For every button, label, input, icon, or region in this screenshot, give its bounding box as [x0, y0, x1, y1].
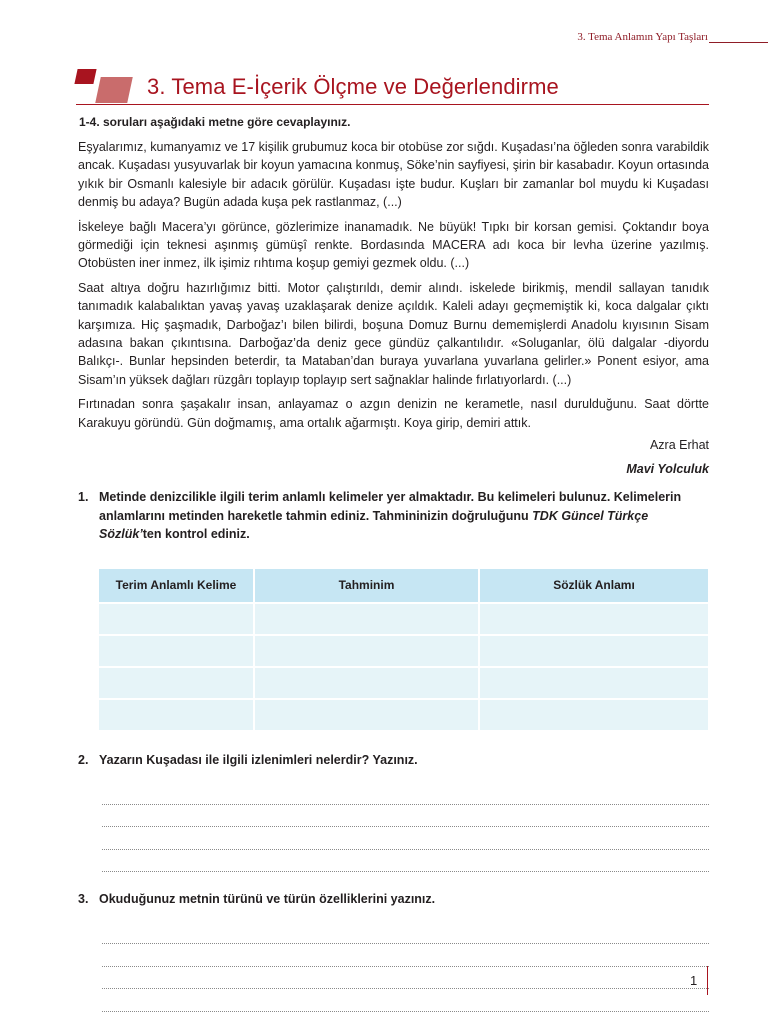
- question-text: Yazarın Kuşadası ile ilgili izlenimleri nelerdir? Yazınız.: [99, 752, 418, 767]
- vocabulary-table: [99, 569, 710, 730]
- author: Azra Erhat: [649, 438, 709, 453]
- table-cell[interactable]: [254, 603, 479, 635]
- answer-line[interactable]: [102, 782, 709, 805]
- instruction: 1-4. soruları aşağıdaki metne göre cevaplayınız.: [79, 115, 351, 129]
- title-decoration-small-square: [74, 69, 96, 84]
- running-header-rule: [709, 42, 768, 43]
- table-cell[interactable]: [254, 699, 479, 730]
- table-cell[interactable]: [99, 603, 254, 635]
- running-header: 3. Tema Anlamın Yapı Taşları: [577, 31, 708, 43]
- table-header-cell: Tahminim: [254, 569, 479, 603]
- question-2: [78, 751, 709, 770]
- title-decoration: [76, 69, 136, 104]
- table-cell[interactable]: [479, 667, 709, 699]
- question-source-title: TDK Güncel Türkçe Sözlük’: [99, 508, 649, 542]
- answer-line[interactable]: [102, 805, 709, 828]
- passage-paragraph: Fırtınadan sonra şaşakalır insan, anlayamaz o azgın denizin ne kerametle, nasıl durulduğunu. Saat dörtte Karakuyu göründü. Gün doğmamış, ama ortalık ağarmıştı. Koya girip, demiri attık.: [78, 397, 709, 430]
- question-text: Metinde denizcilikle ilgili terim anlamlı kelimeler yer almaktadır. Bu kelimeleri bulunuz. Kelimelerin anlamlarını metinden hareketle tahmin ediniz. Tahmininizin doğruluğunu: [99, 490, 682, 523]
- answer-lines-q3: [102, 922, 709, 1012]
- table-cell[interactable]: [479, 603, 709, 635]
- answer-line[interactable]: [102, 922, 709, 945]
- title-decoration-large-square: [95, 77, 133, 103]
- passage-paragraph: Eşyalarımız, kumanyamız ve 17 kişilik grubumuz koca bir otobüse zor sığdı. Kuşadası’na öğleden sonra varabildik ancak. Kuşadası yusyuvarlak bir koyun yamacına konmuş, Söke’nin sayfiyesi, şirin bir kasabadır. Koyun ortasında yıkık bir Osmanlı kalesiyle bir adacık görülür. Kuşadası işte budur. Kuşları bir zamanlar bol muydu ki Kuşadası denmiş bu adaya? Bugün adada kuşa pek rastlanmaz, (...): [78, 140, 709, 210]
- table-header-cell: Sözlük Anlamı: [479, 569, 709, 603]
- title-rule: [76, 104, 709, 105]
- page-title: 3. Tema E-İçerik Ölçme ve Değerlendirme: [147, 74, 559, 99]
- table-row: [99, 699, 709, 730]
- content: [78, 115, 709, 1012]
- answer-line[interactable]: [102, 967, 709, 990]
- table-header-row: [99, 569, 709, 603]
- table-row: [99, 667, 709, 699]
- page-number: 1: [690, 973, 698, 988]
- question-1: [78, 488, 709, 544]
- answer-lines-q2: [102, 782, 709, 872]
- table-cell[interactable]: [99, 667, 254, 699]
- question-number: 2.: [78, 752, 89, 767]
- question-3: [78, 890, 709, 909]
- question-text: Okuduğunuz metnin türünü ve türün özelliklerini yazınız.: [99, 892, 436, 907]
- table-cell[interactable]: [479, 635, 709, 667]
- passage-paragraph: İskeleye bağlı Macera’yı görünce, gözlerimize inanamadık. Ne büyük! Tıpkı bir korsan gemisi. Çoktandır boya görmediği için teknesi aşınmış gümüşî renkte. Bordasında MACERA adı koca bir levha üzerine yazılmış. Otobüsten iner inmez, ilk işimiz rıhtıma koşup gemiyi gezmek oldu. (...): [78, 219, 709, 271]
- table-cell[interactable]: [254, 667, 479, 699]
- passage-paragraph: Saat altıya doğru hazırlığımız bitti. Motor çalıştırıldı, demir alındı. iskelede birikmiş, mendil sallayan tanıdık tanımadık kalabalıktan yavaş yavaş uzaklaşarak denize açıldık. Kaleli adayı geçmemiştik ki, koca dalgalar çıktı karşımıza. Hiç şaşmadık, Darboğaz’ı bilen bilirdi, boşuna Domuz Burnu dememişlerdi Anadolu kıyısının Sisam adasına bakan çıkıntısına. Darboğaz’da deniz gece gündüz çalkantılıdır. «Soluganlar, ölü dalgalar -diyordu Balıkçı-. Bunlar hepsinden beterdir, ta Mataban’dan buraya yuvarlana yuvarlana gelirler.» Ponent esiyor, ama Sisam’ın yüksek dağları rüzgârı toplayıp toplayıp sert sağnaklar halinde fırlatıyorlardı. (...): [78, 280, 709, 387]
- table-row: [99, 635, 709, 667]
- work-title: Mavi Yolculuk: [626, 462, 709, 477]
- question-number: 3.: [78, 892, 89, 907]
- table-cell[interactable]: [99, 635, 254, 667]
- table-cell[interactable]: [99, 699, 254, 730]
- page-number-rule: [707, 966, 708, 995]
- answer-line[interactable]: [102, 989, 709, 1012]
- answer-line[interactable]: [102, 944, 709, 967]
- question-number: 1.: [78, 490, 89, 505]
- table-row: [99, 603, 709, 635]
- question-text-end: ten kontrol ediniz.: [142, 527, 250, 542]
- table-cell[interactable]: [479, 699, 709, 730]
- table-header-cell: Terim Anlamlı Kelime: [99, 569, 254, 603]
- answer-line[interactable]: [102, 850, 709, 873]
- table-cell[interactable]: [254, 635, 479, 667]
- answer-line[interactable]: [102, 827, 709, 850]
